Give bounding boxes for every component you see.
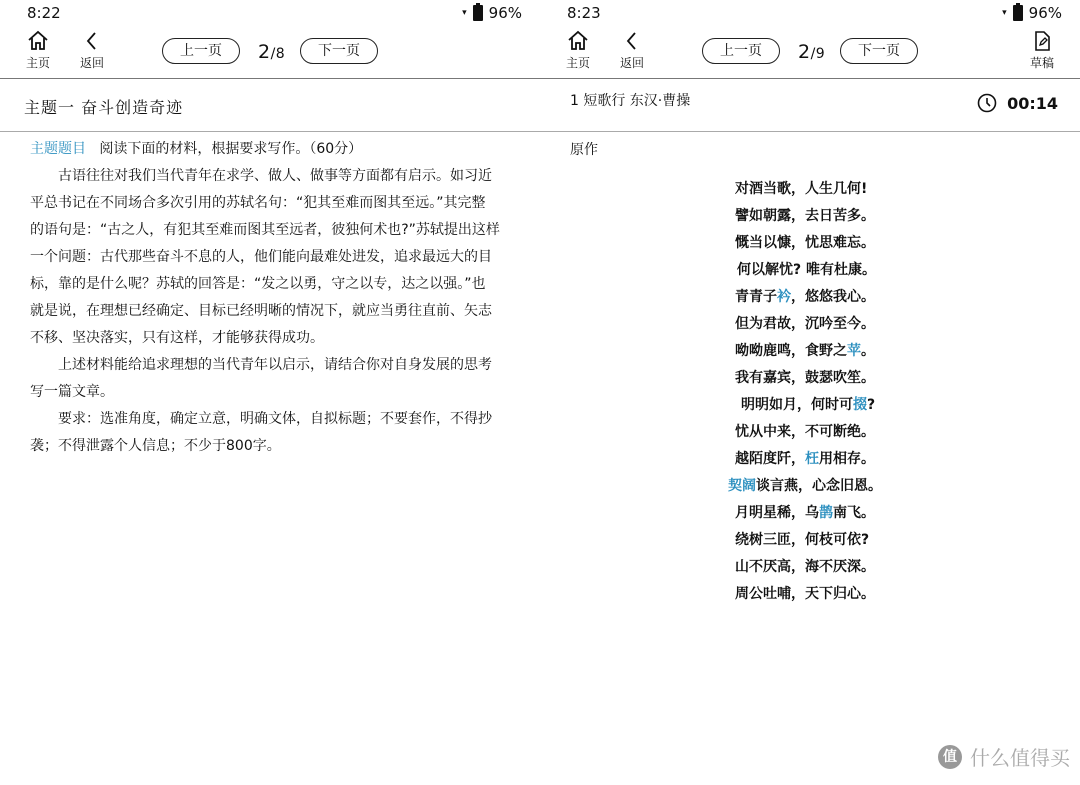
poem-line xyxy=(735,284,925,311)
poem-text-segment: 譬如朝露，去日苦多。 xyxy=(735,208,875,224)
next-page-button[interactable]: 下一页 xyxy=(300,38,378,64)
right-screen xyxy=(540,0,1080,785)
status-time: 8:22 xyxy=(27,4,61,22)
annotated-word[interactable]: 掇 xyxy=(853,397,867,413)
paragraph-line: 写一篇文章。 xyxy=(30,384,114,400)
battery-level: 96% xyxy=(1028,4,1062,22)
poem-line xyxy=(735,446,925,473)
poem-text-segment: 月明星稀，乌 xyxy=(735,505,819,521)
paragraph-line: 标，靠的是什么呢？苏轼的回答是：“发之以勇，守之以专，达之以强。”也 xyxy=(30,276,486,292)
poem-line xyxy=(735,311,925,338)
poem-text-segment: ，悠悠我心。 xyxy=(791,289,875,305)
poem-text-segment: 越陌度阡， xyxy=(735,451,805,467)
poem-line xyxy=(735,581,925,608)
prev-page-button[interactable]: 上一页 xyxy=(162,38,240,64)
poem-line xyxy=(737,257,925,284)
paragraph-line: 要求：选准角度，确定立意，明确文体，自拟标题；不要套作，不得抄 xyxy=(58,411,492,427)
back-label: 返回 xyxy=(619,56,644,70)
annotated-word[interactable]: 鹊 xyxy=(819,505,833,521)
page-current: 2 xyxy=(798,41,811,63)
annotated-word[interactable]: 枉 xyxy=(805,451,819,467)
poem-text-segment: 呦呦鹿鸣，食野之 xyxy=(735,343,847,359)
poem-text-segment: 对酒当歌，人生几何! xyxy=(735,181,868,197)
paragraph-line: 古语往往对我们当代青年在求学、做人、做事等方面都有启示。如习近 xyxy=(58,168,492,184)
watermark xyxy=(938,742,1070,771)
question-content xyxy=(30,136,524,460)
home-button[interactable] xyxy=(18,30,58,71)
paragraph-line: 平总书记在不同场合多次引用的苏轼名句：“犯其至难而图其至远。”其完整 xyxy=(30,195,486,211)
chevron-left-icon xyxy=(621,30,643,52)
poem-text xyxy=(728,176,925,608)
question-header xyxy=(30,136,524,163)
poem-line xyxy=(735,365,925,392)
poem-text-segment: 忧从中来，不可断绝。 xyxy=(735,424,875,440)
status-time: 8:23 xyxy=(567,4,601,22)
draft-edit-icon xyxy=(1031,30,1053,52)
annotated-word[interactable]: 衿 xyxy=(777,289,791,305)
poem-line xyxy=(735,554,925,581)
poem-text-segment: 用相存。 xyxy=(819,451,875,467)
timer xyxy=(977,93,1058,113)
poem-line xyxy=(735,203,925,230)
poem-text-segment: 山不厌高，海不厌深。 xyxy=(735,559,875,575)
poem-text-segment: 。 xyxy=(861,343,875,359)
question-tag: 主题题目 xyxy=(30,141,86,157)
paragraph-line: 一个问题：古代那些奋斗不息的人，他们能向最难处进发，追求最远大的目 xyxy=(30,249,492,265)
paragraph-line: 的语句是：“古之人，有犯其至难而图其至远者，彼独何术也?”苏轼提出这样 xyxy=(30,222,500,238)
poem-text-segment: 何以解忧? 唯有杜康。 xyxy=(737,262,876,278)
poem-text-segment: 慨当以慷，忧思难忘。 xyxy=(735,235,875,251)
annotated-word[interactable]: 契阔 xyxy=(728,478,756,494)
title-bar xyxy=(0,79,540,132)
poem-text-segment: 但为君故，沉吟至今。 xyxy=(735,316,875,332)
home-icon xyxy=(567,30,589,52)
paragraph-line: 上述材料能给追求理想的当代青年以启示，请结合你对自身发展的思考 xyxy=(58,357,492,373)
question-text: 阅读下面的材料，根据要求写作。（60分） xyxy=(99,141,363,157)
next-page-button[interactable]: 下一页 xyxy=(840,38,918,64)
poem-text-segment: ? xyxy=(867,397,876,413)
poem-line xyxy=(735,527,925,554)
page-current: 2 xyxy=(258,41,271,63)
poem-line xyxy=(741,392,925,419)
toolbar xyxy=(540,26,1080,79)
page-total: /9 xyxy=(810,46,826,62)
page-indicator xyxy=(798,41,825,63)
page-indicator xyxy=(258,41,285,63)
poem-line xyxy=(735,338,925,365)
poem-source: 1 短歌行 东汉·曹操 xyxy=(570,93,691,109)
back-button[interactable] xyxy=(72,30,112,71)
chevron-left-icon xyxy=(81,30,103,52)
status-bar xyxy=(540,0,1080,26)
battery-level: 96% xyxy=(488,4,522,22)
back-button[interactable] xyxy=(612,30,652,71)
paragraph-line: 袭；不得泄露个人信息；不少于800字。 xyxy=(30,438,281,454)
title-bar xyxy=(540,79,1080,132)
theme-title: 主题一 奋斗创造奇迹 xyxy=(24,98,184,117)
poem-text-segment: 青青子 xyxy=(735,289,777,305)
poem-text-segment: 绕树三匝，何枝可依? xyxy=(735,532,870,548)
watermark-text: 什么值得买 xyxy=(970,746,1070,770)
home-icon xyxy=(27,30,49,52)
battery-icon xyxy=(473,5,483,21)
page-total: /8 xyxy=(270,46,286,62)
poem-text-segment: 我有嘉宾，鼓瑟吹笙。 xyxy=(735,370,875,386)
paragraph-line: 就是说，在理想已经确定、目标已经明晰的情况下，就应当勇往直前、矢志 xyxy=(30,303,492,319)
poem-line xyxy=(735,230,925,257)
poem-line xyxy=(735,419,925,446)
poem-line xyxy=(735,500,925,527)
wifi-icon: ▾ xyxy=(1002,8,1007,18)
timer-value: 00:14 xyxy=(1007,93,1058,113)
material-paragraphs xyxy=(30,163,524,460)
wifi-icon: ▾ xyxy=(462,8,467,18)
home-label: 主页 xyxy=(25,56,50,70)
home-label: 主页 xyxy=(565,56,590,70)
back-label: 返回 xyxy=(79,56,104,70)
original-label: 原作 xyxy=(570,142,598,158)
poem-text-segment: 南飞。 xyxy=(833,505,875,521)
prev-page-button[interactable]: 上一页 xyxy=(702,38,780,64)
draft-button[interactable] xyxy=(1022,30,1062,71)
toolbar xyxy=(0,26,540,79)
poem-text-segment: 谈言燕，心念旧恩。 xyxy=(756,478,882,494)
battery-icon xyxy=(1013,5,1023,21)
watermark-logo: 值 xyxy=(938,745,962,769)
home-button[interactable] xyxy=(558,30,598,71)
paragraph-line: 不移、坚决落实，只有这样，才能够获得成功。 xyxy=(30,330,324,346)
draft-label: 草稿 xyxy=(1029,56,1054,70)
poem-line xyxy=(728,473,925,500)
poem-line xyxy=(735,176,925,203)
annotated-word[interactable]: 苹 xyxy=(847,343,861,359)
clock-icon xyxy=(977,93,997,113)
poem-text-segment: 周公吐哺，天下归心。 xyxy=(735,586,875,602)
status-bar xyxy=(0,0,540,26)
poem-text-segment: 明明如月，何时可 xyxy=(741,397,853,413)
